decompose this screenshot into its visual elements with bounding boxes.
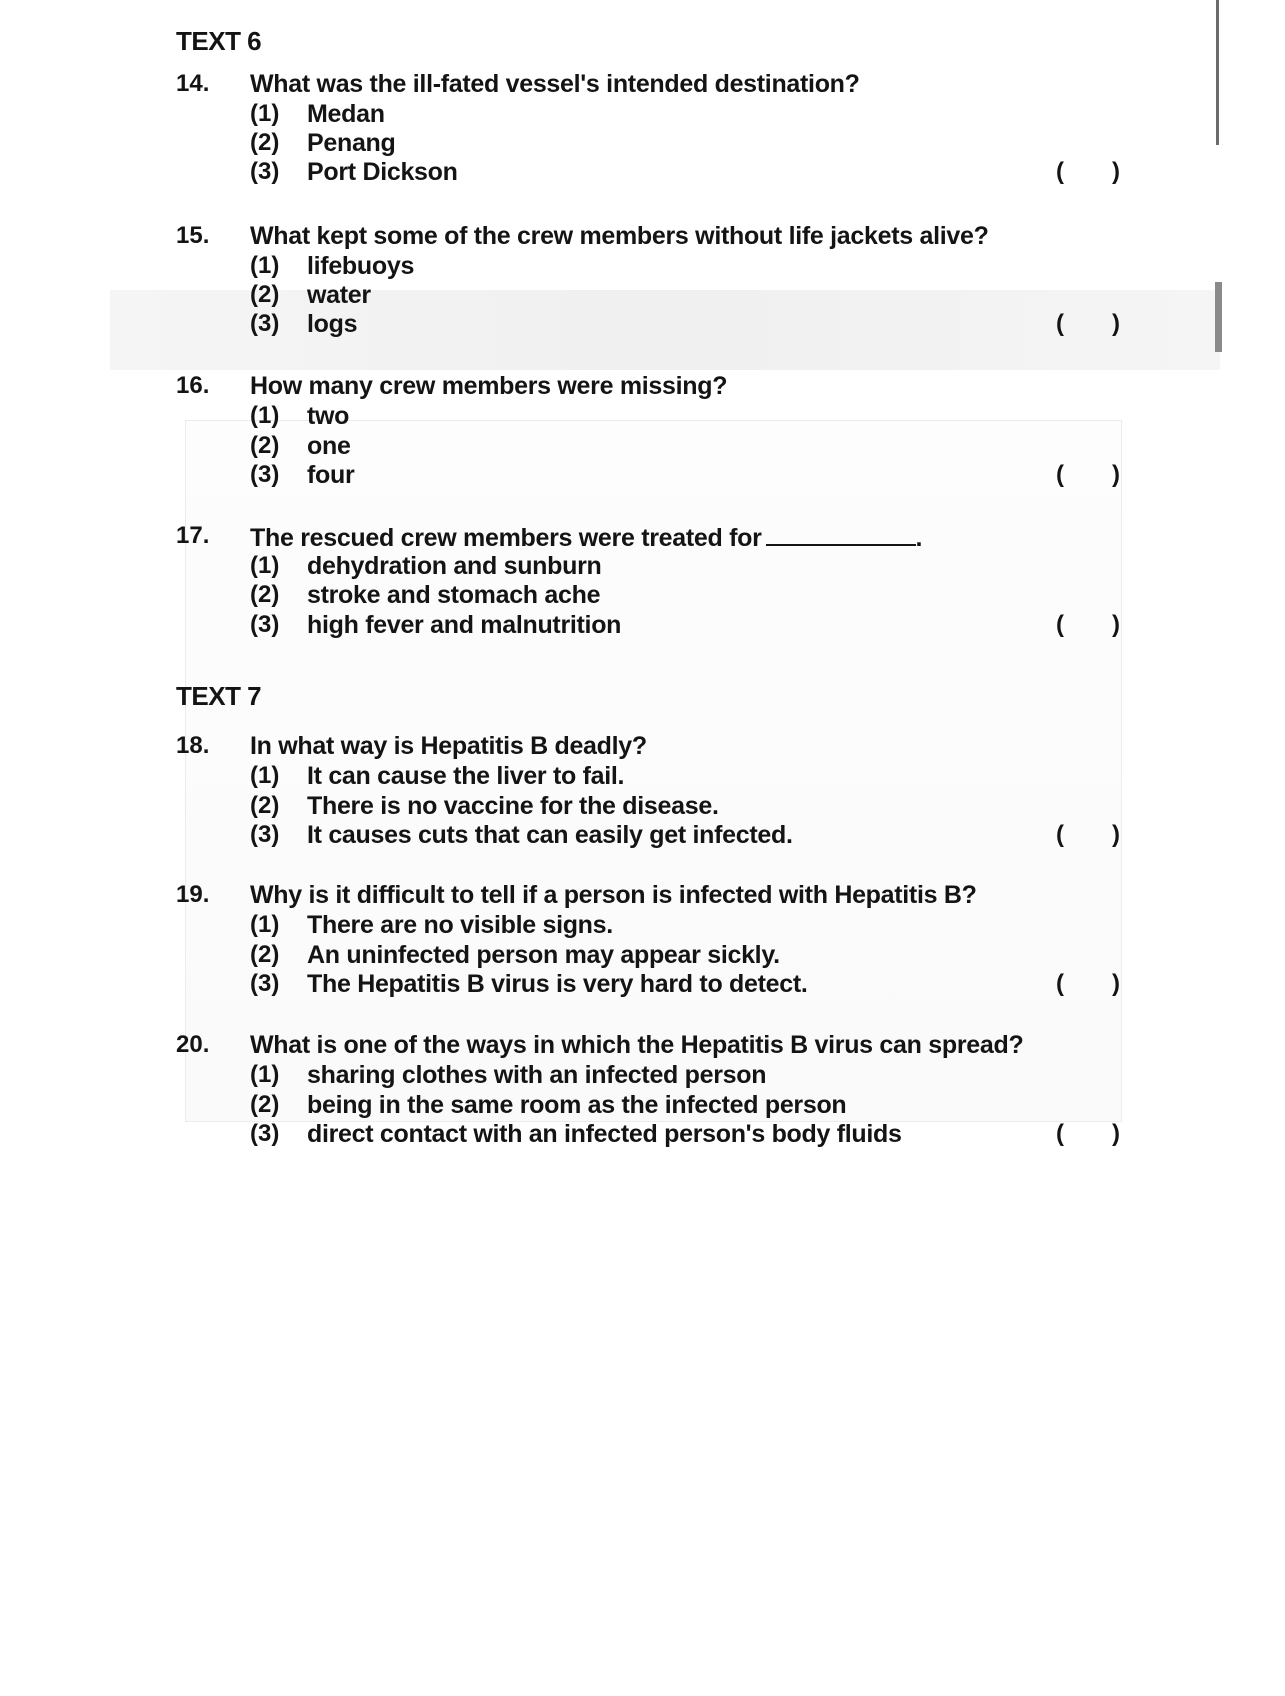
option-text: Port Dickson [307, 158, 458, 186]
option-text: two [307, 402, 350, 430]
answer-box[interactable] [1056, 970, 1126, 1000]
option-number: (3) [250, 310, 280, 337]
option-text: dehydration and sunburn [307, 552, 602, 580]
answer-close-paren: ) [1112, 461, 1120, 488]
answer-close-paren: ) [1112, 970, 1120, 997]
option-text: Penang [307, 129, 396, 157]
option-number: (1) [250, 1061, 280, 1088]
answer-box[interactable] [1056, 821, 1126, 851]
fill-in-blank[interactable] [766, 522, 916, 546]
answer-box[interactable] [1056, 611, 1126, 641]
option-number: (2) [250, 941, 280, 968]
question-number: 17. [176, 522, 210, 549]
option-text: direct contact with an infected person's body fluids [307, 1120, 902, 1148]
option-number: (2) [250, 792, 280, 819]
option-number: (3) [250, 158, 280, 185]
answer-open-paren: ( [1056, 310, 1064, 337]
option-number: (1) [250, 252, 280, 279]
answer-open-paren: ( [1056, 1120, 1064, 1147]
answer-close-paren: ) [1112, 158, 1120, 185]
option-number: (1) [250, 911, 280, 938]
option-text: An uninfected person may appear sickly. [307, 941, 780, 969]
question-number: 20. [176, 1031, 210, 1058]
question-text: What is one of the ways in which the Hepatitis B virus can spread? [250, 1031, 1024, 1059]
option-number: (2) [250, 432, 280, 459]
option-number: (1) [250, 762, 280, 789]
option-text: sharing clothes with an infected person [307, 1061, 767, 1089]
option-number: (2) [250, 1091, 280, 1118]
question-number: 18. [176, 732, 210, 759]
page-edge-mark [1215, 282, 1222, 352]
answer-box[interactable] [1056, 310, 1126, 340]
question-text [250, 522, 922, 553]
option-text: water [307, 281, 371, 309]
answer-open-paren: ( [1056, 821, 1064, 848]
question-number: 15. [176, 222, 210, 249]
option-text: Medan [307, 100, 385, 128]
option-number: (3) [250, 821, 280, 848]
option-text: The Hepatitis B virus is very hard to detect. [307, 970, 808, 998]
answer-open-paren: ( [1056, 970, 1064, 997]
option-text: lifebuoys [307, 252, 415, 280]
option-number: (3) [250, 461, 280, 488]
option-text: being in the same room as the infected person [307, 1091, 847, 1119]
option-number: (1) [250, 552, 280, 579]
question-number: 19. [176, 881, 210, 908]
answer-box[interactable] [1056, 158, 1126, 188]
option-number: (3) [250, 970, 280, 997]
option-text: It can cause the liver to fail. [307, 762, 625, 790]
answer-box[interactable] [1056, 461, 1126, 491]
answer-close-paren: ) [1112, 310, 1120, 337]
option-text: There are no visible signs. [307, 911, 613, 939]
option-text: It causes cuts that can easily get infected. [307, 821, 793, 849]
question-text-main: The rescued crew members were treated for [250, 524, 762, 552]
option-text: logs [307, 310, 358, 338]
answer-close-paren: ) [1112, 821, 1120, 848]
question-number: 14. [176, 70, 210, 97]
option-text: high fever and malnutrition [307, 611, 622, 639]
option-text: stroke and stomach ache [307, 581, 601, 609]
answer-open-paren: ( [1056, 611, 1064, 638]
option-number: (3) [250, 611, 280, 638]
question-text: Why is it difficult to tell if a person is infected with Hepatitis B? [250, 881, 977, 909]
question-text-end: . [915, 524, 923, 552]
section-title-text-6: TEXT 6 [176, 26, 262, 56]
option-text: There is no vaccine for the disease. [307, 792, 719, 820]
question-text: In what way is Hepatitis B deadly? [250, 732, 647, 760]
option-number: (2) [250, 281, 280, 308]
question-text: What was the ill-fated vessel's intended destination? [250, 70, 860, 98]
answer-open-paren: ( [1056, 158, 1064, 185]
option-number: (1) [250, 100, 280, 127]
option-number: (3) [250, 1120, 280, 1147]
option-text: four [307, 461, 355, 489]
answer-open-paren: ( [1056, 461, 1064, 488]
answer-close-paren: ) [1112, 1120, 1120, 1147]
option-number: (2) [250, 129, 280, 156]
answer-box[interactable] [1056, 1120, 1126, 1150]
question-number: 16. [176, 372, 210, 399]
page-edge-line [1216, 0, 1219, 145]
question-text: How many crew members were missing? [250, 372, 728, 400]
option-text: one [307, 432, 351, 460]
section-title-text-7: TEXT 7 [176, 681, 262, 711]
question-text: What kept some of the crew members without life jackets alive? [250, 222, 989, 250]
option-number: (1) [250, 402, 280, 429]
answer-close-paren: ) [1112, 611, 1120, 638]
option-number: (2) [250, 581, 280, 608]
